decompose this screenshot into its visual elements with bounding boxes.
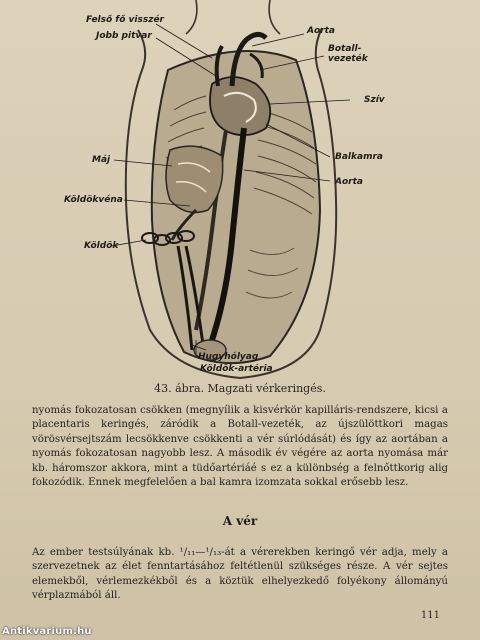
label-botall: Botall- vezeték (328, 44, 368, 64)
watermark-logo: Antikvarium.hu (2, 626, 92, 637)
label-koldok: Köldök (84, 241, 119, 251)
label-aorta-top: Aorta (307, 26, 335, 36)
figure-caption: 43. ábra. Magzati vérkeringés. (154, 382, 326, 395)
label-balkamra: Balkamra (335, 152, 383, 162)
paragraph-2: Az ember testsúlyának kb. ¹/₁₁—¹/₁₃-át a vérerekben keringő vér adja, mely a szervezetnek az élet fenntartásához feltétlenül szükséges része. A vér sejtes elemekből, vérlemezkékből és a köztük elhelyezkedő folyékony állományú vérplazmából áll. (32, 547, 448, 602)
label-sziv: Szív (364, 95, 385, 105)
paragraph-1: nyomás fokozatosan csökken (megnyílik a kisvérkör kapilláris-rendszere, kicsi a placentaris keringés, záródik a Botall-vezeték, az újszülöttkori magas vörösvérsejtszám lecsökkenve csökkenti a vér súrlódását) és így az aortában a nyomás fokozatosan nagyobb lesz. A második év végére az aorta nyomása már kb. háromszor akkora, mint a tüdőartériáé s ez a különbség a felnőttkorig alig fokozódik. Ennek megfelelően a bal kamra izomzata sokkal erősebb lesz. (32, 405, 448, 489)
label-aorta-mid: Aorta (335, 177, 363, 187)
label-felso-foviszer: Felső fő visszér (86, 15, 164, 25)
label-jobb-pitvar: Jobb pitvar (96, 31, 152, 41)
label-hugyholyag: Hugyhólyag (198, 352, 259, 362)
label-koldokvena: Köldökvéna (64, 195, 123, 205)
label-maj: Máj (92, 155, 111, 165)
page-number: 111 (420, 610, 440, 621)
label-koldok-arteria: Köldök-artéria (200, 364, 273, 374)
section-heading: A vér (222, 514, 258, 528)
